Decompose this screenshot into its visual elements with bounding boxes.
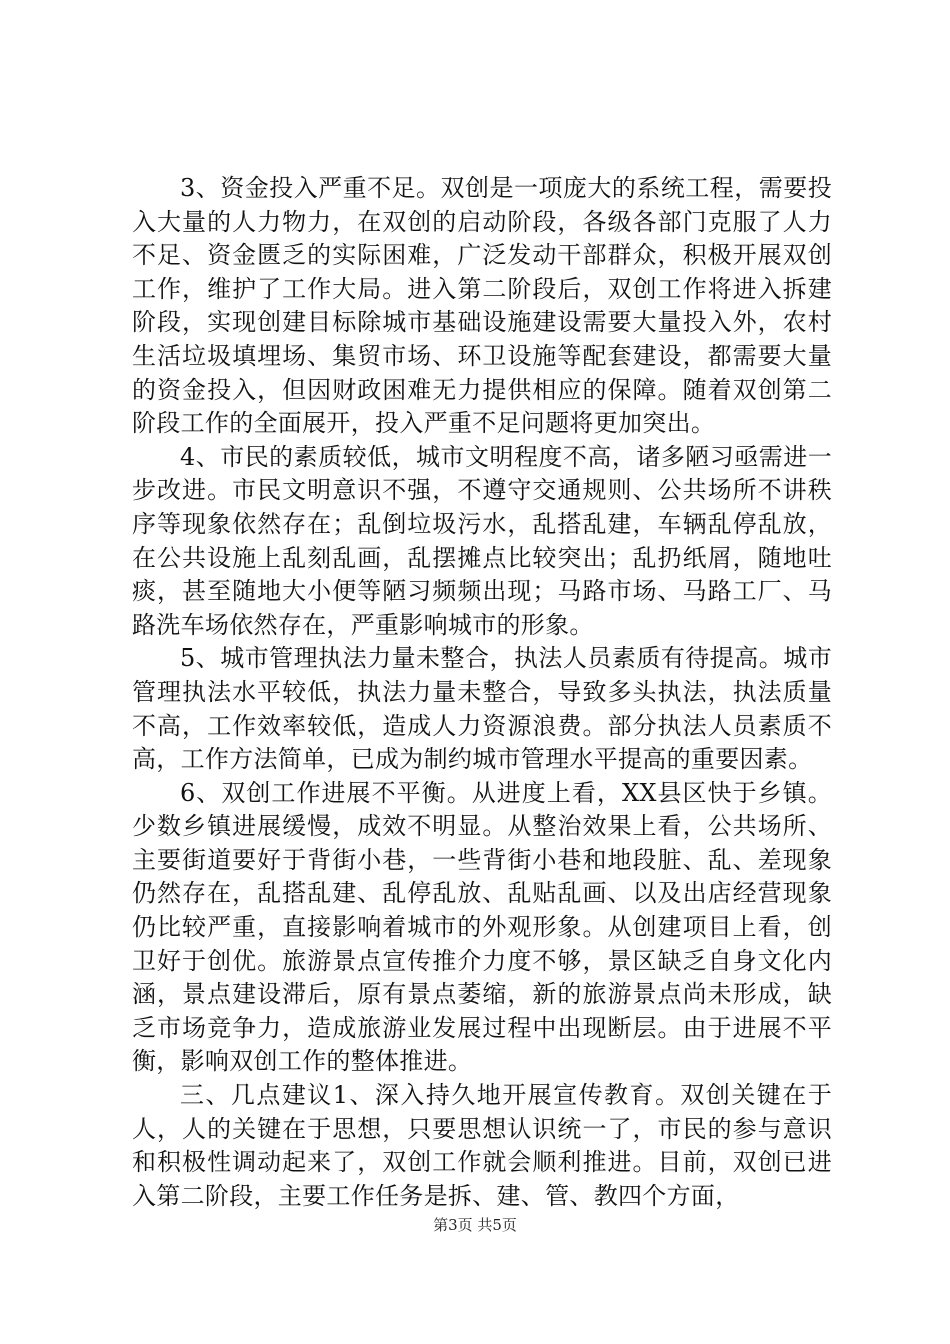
page-footer: 第3页 共5页 [433, 1216, 517, 1234]
paragraph-funding-shortage: 3、资金投入严重不足。双创是一项庞大的系统工程，需要投入大量的人力物力，在双创的启动阶段，各级各部门克服了人力不足、资金匮乏的实际困难，广泛发动干部群众，积极开展双创工作，维护了工作大局。进入第二阶段后，双创工作将进入拆建阶段，实现创建目标除城市基础设施建设需要大量投入外，农村生活垃圾填埋场、集贸市场、环卫设施等配套建设，都需要大量的资金投入，但因财政困难无力提供相应的保障。随着双创第二阶段工作的全面展开，投入严重不足问题将更加突出。 [132, 174, 832, 438]
paragraph-citizen-quality: 4、市民的素质较低，城市文明程度不高，诸多陋习亟需进一步改进。市民文明意识不强，不遵守交通规则、公共场所不讲秩序等现象依然存在；乱倒垃圾污水，乱搭乱建，车辆乱停乱放，在公共设施上乱刻乱画，乱摆摊点比较突出；乱扔纸屑，随地吐痰，甚至随地大小便等陋习频频出现；马路市场、马路工厂、马路洗车场依然存在，严重影响城市的形象。 [132, 442, 832, 639]
paragraph-law-enforcement: 5、城市管理执法力量未整合，执法人员素质有待提高。城市管理执法水平较低，执法力量未整合，导致多头执法，执法质量不高，工作效率较低，造成人力资源浪费。部分执法人员素质不高，工作方法简单，已成为制约城市管理水平提高的重要因素。 [132, 644, 832, 774]
paragraph-suggestions: 三、几点建议1、深入持久地开展宣传教育。双创关键在于人，人的关键在于思想，只要思想认识统一了，市民的参与意识和积极性调动起来了，双创工作就会顺利推进。目前，双创已进入第二阶段，主要工作任务是拆、建、管、教四个方面， [132, 1081, 832, 1210]
paragraph-uneven-progress: 6、双创工作进展不平衡。从进度上看，XX县区快于乡镇。少数乡镇进展缓慢，成效不明显。从整治效果上看，公共场所、主要街道要好于背街小巷，一些背街小巷和地段脏、乱、差现象仍然存在，乱搭乱建、乱停乱放、乱贴乱画、以及出店经营现象仍比较严重，直接影响着城市的外观形象。从创建项目上看，创卫好于创优。旅游景点宣传推介力度不够，景区缺乏自身文化内涵，景点建设滞后，原有景点萎缩，新的旅游景点尚未形成，缺乏市场竞争力，造成旅游业发展过程中出现断层。由于进展不平衡，影响双创工作的整体推进。 [132, 778, 832, 1076]
document-body [132, 172, 832, 1213]
